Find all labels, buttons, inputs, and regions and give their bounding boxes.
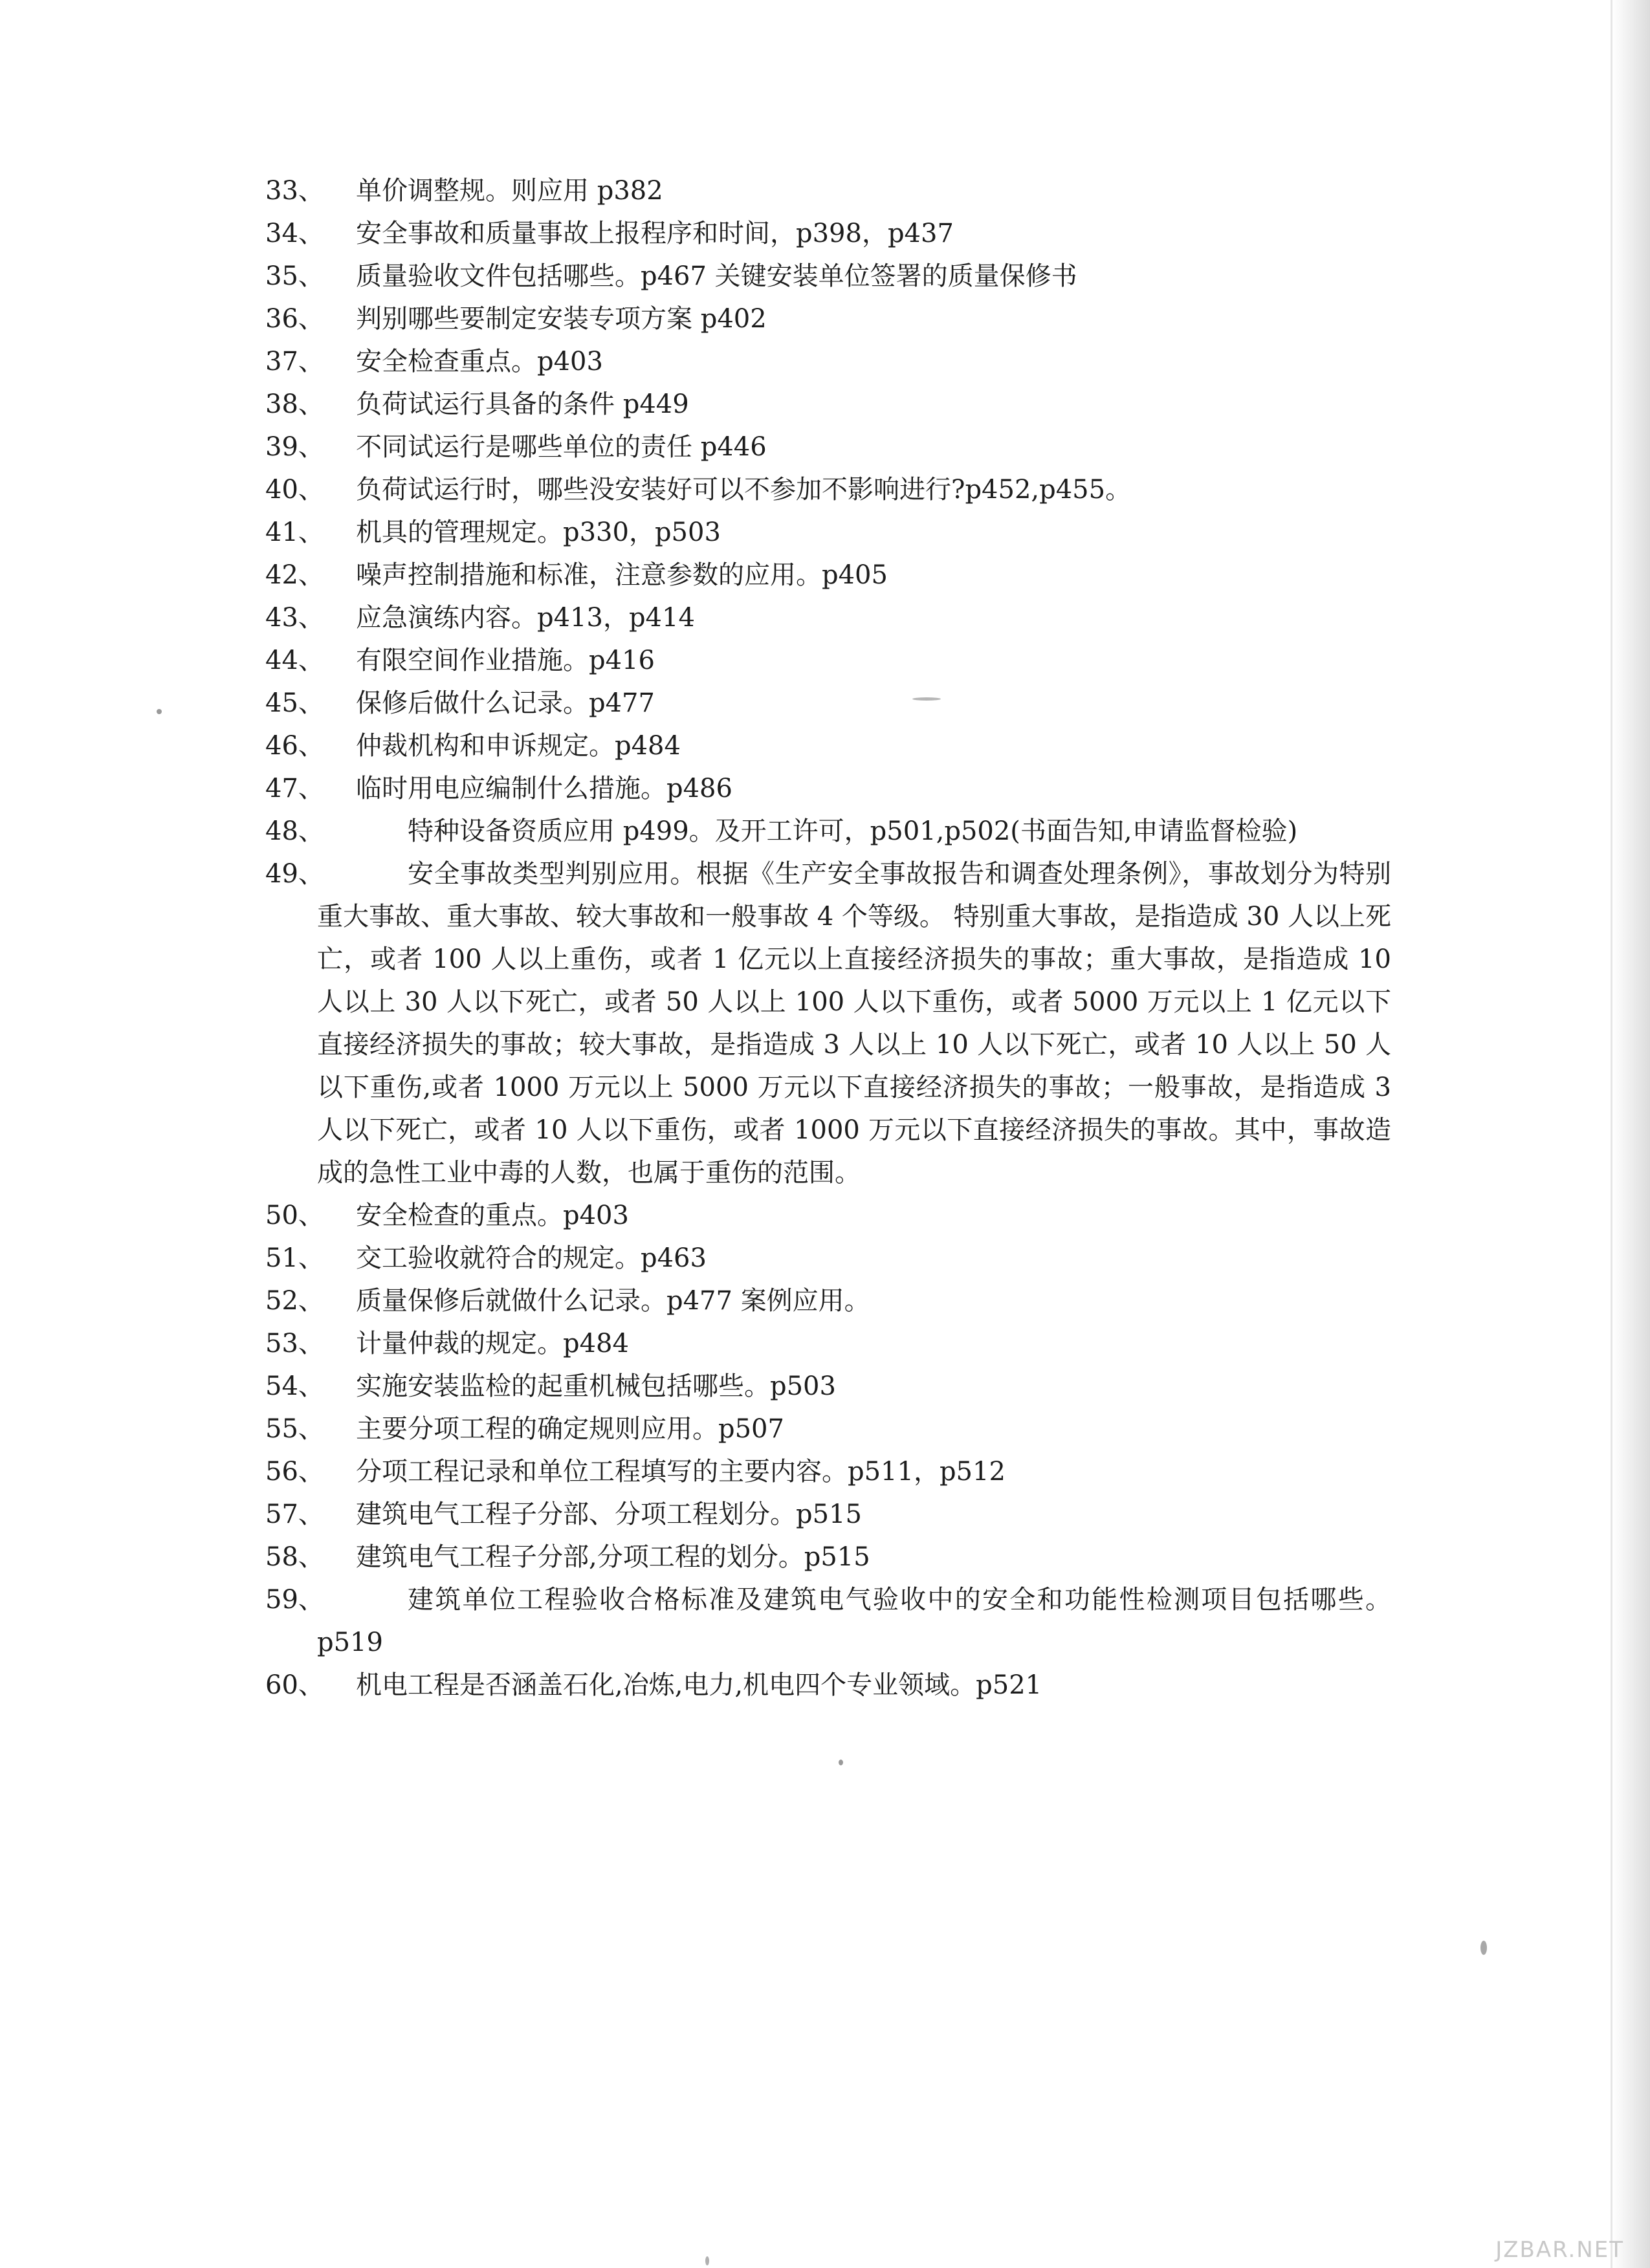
list-item xyxy=(265,1280,1391,1322)
item-text: 交工验收就符合的规定。p463 xyxy=(356,1243,707,1273)
list-item xyxy=(265,298,1391,340)
item-text: 安全事故和质量事故上报程序和时间，p398，p437 xyxy=(356,219,954,248)
item-text: 主要分项工程的确定规则应用。p507 xyxy=(356,1414,784,1444)
list-item xyxy=(265,383,1391,426)
item-number: 33、 xyxy=(265,176,324,206)
item-text: 建筑电气工程子分部、分项工程划分。p515 xyxy=(356,1499,862,1529)
item-number: 46、 xyxy=(265,731,324,761)
item-text: 单价调整规。则应用 p382 xyxy=(356,176,663,206)
list-item xyxy=(265,212,1391,255)
list-item xyxy=(265,1450,1391,1493)
list-item xyxy=(265,1408,1391,1450)
item-text: 实施安装监检的起重机械包括哪些。p503 xyxy=(356,1371,836,1401)
item-number: 35、 xyxy=(265,261,324,291)
scan-speck xyxy=(157,709,162,714)
item-number: 49、 xyxy=(265,859,324,889)
item-number: 58、 xyxy=(265,1542,324,1572)
item-number: 47、 xyxy=(265,774,324,803)
item-number: 44、 xyxy=(265,646,324,675)
list-item xyxy=(265,554,1391,596)
item-number: 60、 xyxy=(265,1670,324,1700)
item-text: 仲裁机构和申诉规定。p484 xyxy=(356,731,681,761)
item-number: 57、 xyxy=(265,1499,324,1529)
item-number: 59、 xyxy=(265,1585,324,1615)
list-item xyxy=(265,596,1391,639)
item-number: 54、 xyxy=(265,1371,324,1401)
item-number: 38、 xyxy=(265,389,324,419)
list-item xyxy=(265,1365,1391,1408)
list-item xyxy=(265,169,1391,212)
item-text: 质量验收文件包括哪些。p467 关键安装单位签署的质量保修书 xyxy=(356,261,1077,291)
item-text: 不同试运行是哪些单位的责任 p446 xyxy=(356,432,767,462)
list-item xyxy=(265,853,1391,1194)
item-text: 特种设备资质应用 p499。及开工许可，p501,p502(书面告知,申请监督检验) xyxy=(408,816,1298,846)
item-text: 有限空间作业措施。p416 xyxy=(356,646,655,675)
item-number: 56、 xyxy=(265,1457,324,1487)
item-number: 51、 xyxy=(265,1243,324,1273)
list-item xyxy=(265,1493,1391,1536)
list-item xyxy=(265,1664,1391,1706)
item-number: 37、 xyxy=(265,347,324,376)
item-text: 判别哪些要制定安装专项方案 p402 xyxy=(356,304,767,334)
question-list xyxy=(265,169,1391,1706)
item-text: 分项工程记录和单位工程填写的主要内容。p511，p512 xyxy=(356,1457,1006,1487)
item-number: 39、 xyxy=(265,432,324,462)
item-text: 建筑电气工程子分部,分项工程的划分。p515 xyxy=(356,1542,870,1572)
list-item xyxy=(265,1194,1391,1237)
item-text: 机电工程是否涵盖石化,冶炼,电力,机电四个专业领域。p521 xyxy=(356,1670,1042,1700)
item-text: 安全事故类型判别应用。根据《生产安全事故报告和调查处理条例》，事故划分为特别重大事故、重大事故、较大事故和一般事故 4 个等级。 特别重大事故，是指造成 30 人以上死亡，或者 100 人以上重伤，或者 1 亿元以上直接经济损失的事故；重大事故，是指造成 10 人以上 30 人以下死亡，或者 50 人以上 100 人以下重伤，或者 5000 万元以上 1 亿元以下直接经济损失的事故；较大事故，是指造成 3 人以上 10 人以下死亡，或者 10 人以上 50 人以下重伤,或者 1000 万元以上 5000 万元以下直接经济损失的事故；一般事故，是指造成 3 人以下死亡，或者 10 人以下重伤，或者 1000 万元以下直接经济损失的事故。其中，事故造成的急性工业中毒的人数，也属于重伤的范围。 xyxy=(317,859,1391,1188)
scan-speck xyxy=(705,2256,709,2265)
item-number: 45、 xyxy=(265,688,324,718)
list-item xyxy=(265,511,1391,554)
item-number: 43、 xyxy=(265,603,324,633)
item-text: 机具的管理规定。p330，p503 xyxy=(356,518,721,547)
item-text: 噪声控制措施和标准，注意参数的应用。p405 xyxy=(356,560,888,590)
item-text: 安全检查的重点。p403 xyxy=(356,1201,629,1230)
list-item xyxy=(265,340,1391,383)
item-number: 42、 xyxy=(265,560,324,590)
list-item xyxy=(265,682,1391,725)
scan-edge-shadow xyxy=(1612,0,1650,2268)
list-item xyxy=(265,1237,1391,1280)
item-number: 34、 xyxy=(265,219,324,248)
list-item xyxy=(265,767,1391,810)
item-text: 临时用电应编制什么措施。p486 xyxy=(356,774,732,803)
item-number: 36、 xyxy=(265,304,324,334)
item-number: 48、 xyxy=(265,816,324,846)
list-item xyxy=(265,468,1391,511)
item-number: 40、 xyxy=(265,475,324,505)
item-number: 52、 xyxy=(265,1286,324,1316)
list-item xyxy=(265,426,1391,468)
item-number: 55、 xyxy=(265,1414,324,1444)
item-text: 负荷试运行时，哪些没安装好可以不参加不影响进行?p452,p455。 xyxy=(356,475,1132,505)
list-item xyxy=(265,639,1391,682)
item-text: 质量保修后就做什么记录。p477 案例应用。 xyxy=(356,1286,870,1316)
list-item xyxy=(265,1536,1391,1578)
watermark: JZBAR.NET xyxy=(1495,2237,1624,2263)
item-text: 保修后做什么记录。p477 xyxy=(356,688,655,718)
item-number: 41、 xyxy=(265,518,324,547)
item-number: 50、 xyxy=(265,1201,324,1230)
item-text: 安全检查重点。p403 xyxy=(356,347,603,376)
scan-speck xyxy=(912,697,941,701)
item-text: 负荷试运行具备的条件 p449 xyxy=(356,389,689,419)
item-text: 应急演练内容。p413，p414 xyxy=(356,603,695,633)
item-text: 建筑单位工程验收合格标准及建筑电气验收中的安全和功能性检测项目包括哪些。p519 xyxy=(317,1585,1391,1657)
scan-speck xyxy=(1480,1941,1487,1955)
list-item xyxy=(265,1322,1391,1365)
list-item xyxy=(265,725,1391,767)
scan-speck xyxy=(839,1760,843,1765)
list-item xyxy=(265,1578,1391,1664)
list-item xyxy=(265,810,1391,853)
item-number: 53、 xyxy=(265,1329,324,1358)
item-text: 计量仲裁的规定。p484 xyxy=(356,1329,629,1358)
list-item xyxy=(265,255,1391,298)
